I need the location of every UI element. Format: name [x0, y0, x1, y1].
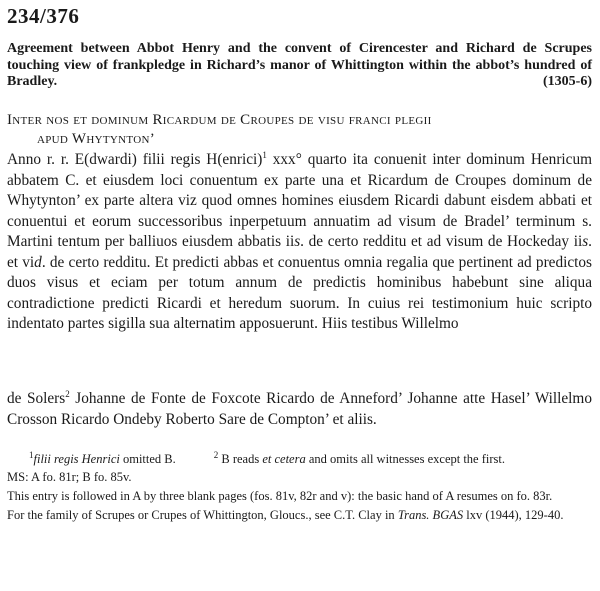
footnotes — [7, 449, 592, 467]
body-text-part: . de certo redditu. Et predicti abbas et conuentus omnia regalia que pertinent ad predictos duos visus et eciam per totum annum de predictis hominibus habebunt sine aliqua contradictione predicti Ricardi et heredum suorum. In cuius rei testimonium huic scripto indentato partes sigilla sua alternatim apposuerunt. Hiis testibus Willelmo — [7, 253, 592, 332]
heading-line-2: apud Whytynton’ — [37, 131, 155, 147]
latin-heading — [7, 111, 592, 149]
footnote-2-mark: 2 — [213, 449, 219, 460]
document-number: 234/376 — [7, 4, 80, 28]
latin-body — [7, 150, 592, 335]
footnote-1-mark: 1 — [29, 449, 34, 460]
witness-text: Johanne de Fonte de Foxcote Ricardo de Anneford’ Johanne atte Hasel’ Willelmo Crosson Ricardo Ondeby Roberto Sare de Compton’ et aliis. — [7, 390, 592, 428]
body-text-part: Anno r. r. E(dwardi) filii regis H(enrici) — [7, 151, 263, 168]
footnote-ref-1: 1 — [262, 149, 267, 160]
abbrev-d: d — [34, 253, 42, 271]
abbrev-s: s — [582, 233, 589, 250]
ms-reference: MS: A fo. 81r; B fo. 85v. — [7, 470, 132, 484]
footnote-2-text: and omits all witnesses except the first. — [305, 452, 505, 466]
body-text-part: . de certo redditu et ad visum de Hockeday ii — [300, 233, 583, 250]
document-summary — [7, 41, 592, 91]
body-text-part: xxx° quarto ita conuenit inter dominum Henricum abbatem C. et eiusdem loci conuentum ex parte una et Ricardum de Croupes dominum de Whytynton’ ex parte altera viz quod omnes homines eiusdem Ricardi dabunt eisdem abbati et conuentui et eorum successoribus inperpetuum annuatim ad visum de Bradel’ terminum s. Martini tentum per balliuos eiusdem abbatis ii — [7, 151, 592, 250]
abbrev-s: s — [294, 233, 301, 250]
footnote-2-italic: et cetera — [262, 452, 306, 466]
note-family-journal: Trans. BGAS — [397, 508, 464, 522]
footnote-1-italic: filii regis Henrici — [33, 452, 120, 466]
body-paragraph — [7, 150, 592, 335]
notes-section — [7, 449, 592, 523]
document-date: (1305-6) — [543, 74, 592, 89]
note-family — [7, 508, 592, 523]
footnote-2-text: B reads — [218, 452, 263, 466]
note-blank-pages: This entry is followed in A by three blank pages (fos. 81v, 82r and v): the basic hand of A resumes on fo. 83r. — [7, 489, 553, 503]
body-text-part: . et vi — [7, 233, 592, 271]
note-family-text: For the family of Scrupes or Crupes of Whittington, Gloucs., see C.T. Clay in — [7, 508, 398, 522]
footnote-1-text: omitted B. — [119, 452, 176, 466]
footnote-ref-2: 2 — [65, 388, 70, 399]
heading-line-1: Inter nos et dominum Ricardum de Croupes de visu franci plegii — [7, 112, 432, 128]
witness-text: de Solers — [7, 390, 66, 407]
witness-list — [7, 389, 592, 430]
summary-text: Agreement between Abbot Henry and the convent of Cirencester and Richard de Scrupes touching view of frankpledge in Richard’s manor of Whittington within the abbot’s hundred of Bradley. — [7, 41, 592, 89]
note-family-text: lxv (1944), 129-40. — [463, 508, 564, 522]
